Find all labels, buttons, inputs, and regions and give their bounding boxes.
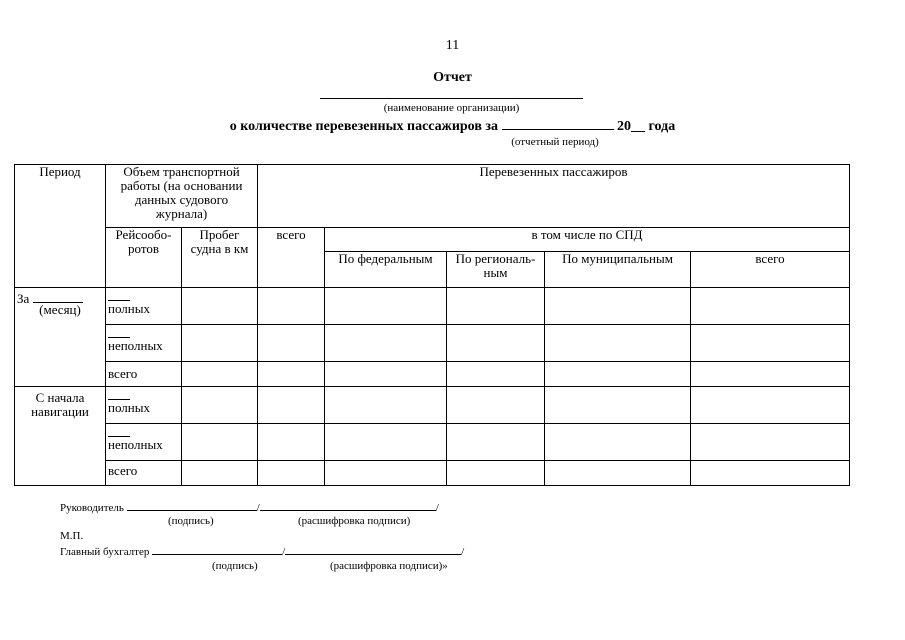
- header-federal: По федеральным: [325, 252, 447, 288]
- header-spd: в том числе по СПД: [325, 228, 850, 252]
- passenger-report-table: [14, 164, 850, 486]
- head-sign-blank: [127, 500, 257, 511]
- cell: [258, 424, 325, 461]
- cell: [545, 362, 691, 387]
- cell: [258, 362, 325, 387]
- accountant-label: Главный бухгалтер: [60, 546, 150, 558]
- accountant-sign-caption: (подпись): [212, 560, 258, 572]
- cell: [447, 325, 545, 362]
- header-municipal: По муниципальным: [545, 252, 691, 288]
- cell: [258, 325, 325, 362]
- organization-caption: (наименование организации): [383, 102, 520, 114]
- cell: [258, 387, 325, 424]
- cell-label: полных: [106, 288, 182, 325]
- accountant-decode-blank: [285, 544, 461, 555]
- header-regional: По региональ-ным: [447, 252, 545, 288]
- header-total: всего: [258, 228, 325, 288]
- cell: [447, 288, 545, 325]
- cell: [325, 362, 447, 387]
- cell: [691, 424, 850, 461]
- cell: [182, 424, 258, 461]
- cell: [258, 288, 325, 325]
- cell-label: неполных: [106, 424, 182, 461]
- cell: [447, 461, 545, 486]
- cell: [182, 387, 258, 424]
- cell: [447, 387, 545, 424]
- cell: [325, 288, 447, 325]
- cell: [182, 362, 258, 387]
- cell: [545, 288, 691, 325]
- page-number: 11: [445, 38, 460, 53]
- row-navigation-label: С начала навигации: [15, 387, 106, 486]
- cell: [545, 387, 691, 424]
- accountant-sign-blank: [152, 544, 282, 555]
- cell: [182, 325, 258, 362]
- cell: [258, 461, 325, 486]
- report-title: Отчет: [433, 70, 472, 85]
- row-month-label: [15, 288, 106, 387]
- cell: [325, 424, 447, 461]
- cell-label: всего: [106, 362, 182, 387]
- cell: [325, 461, 447, 486]
- report-subtitle: [0, 119, 905, 135]
- month-caption: (месяц): [39, 302, 81, 317]
- cell-label: полных: [106, 387, 182, 424]
- header-passengers: Перевезенных пассажиров: [258, 165, 850, 228]
- accountant-signature-line: Главный бухгалтер / /: [60, 546, 465, 558]
- cell: [545, 424, 691, 461]
- month-za: За: [17, 292, 103, 306]
- subtitle-year: 20__ года: [617, 119, 676, 134]
- head-decode-blank: [260, 500, 436, 511]
- cell: [545, 325, 691, 362]
- head-label: Руководитель: [60, 502, 124, 514]
- period-caption: (отчетный период): [511, 136, 599, 148]
- cell: [325, 325, 447, 362]
- cell: [182, 288, 258, 325]
- header-trips: Рейсообо-ротов: [106, 228, 182, 288]
- cell: [691, 362, 850, 387]
- cell: [691, 461, 850, 486]
- cell-label: неполных: [106, 325, 182, 362]
- cell: [691, 387, 850, 424]
- head-sign-caption: (подпись): [168, 515, 214, 527]
- subtitle-prefix: о количестве перевезенных пассажиров за: [229, 119, 499, 134]
- accountant-decode-caption: (расшифровка подписи)»: [330, 560, 448, 572]
- period-blank: [502, 119, 614, 130]
- cell: [447, 362, 545, 387]
- stamp-label: М.П.: [60, 530, 84, 542]
- head-signature-line: Руководитель / /: [60, 502, 439, 514]
- cell: [325, 387, 447, 424]
- header-period: Период: [15, 165, 106, 288]
- cell: [182, 461, 258, 486]
- cell: [691, 325, 850, 362]
- organization-line: [320, 98, 583, 99]
- head-decode-caption: (расшифровка подписи): [298, 515, 411, 527]
- header-spd-total: всего: [691, 252, 850, 288]
- header-mileage: Пробег судна в км: [182, 228, 258, 288]
- cell: [691, 288, 850, 325]
- cell: [447, 424, 545, 461]
- header-volume: Объем транспортной работы (на основании данных судового журнала): [106, 165, 258, 228]
- cell: [545, 461, 691, 486]
- cell-label: всего: [106, 461, 182, 486]
